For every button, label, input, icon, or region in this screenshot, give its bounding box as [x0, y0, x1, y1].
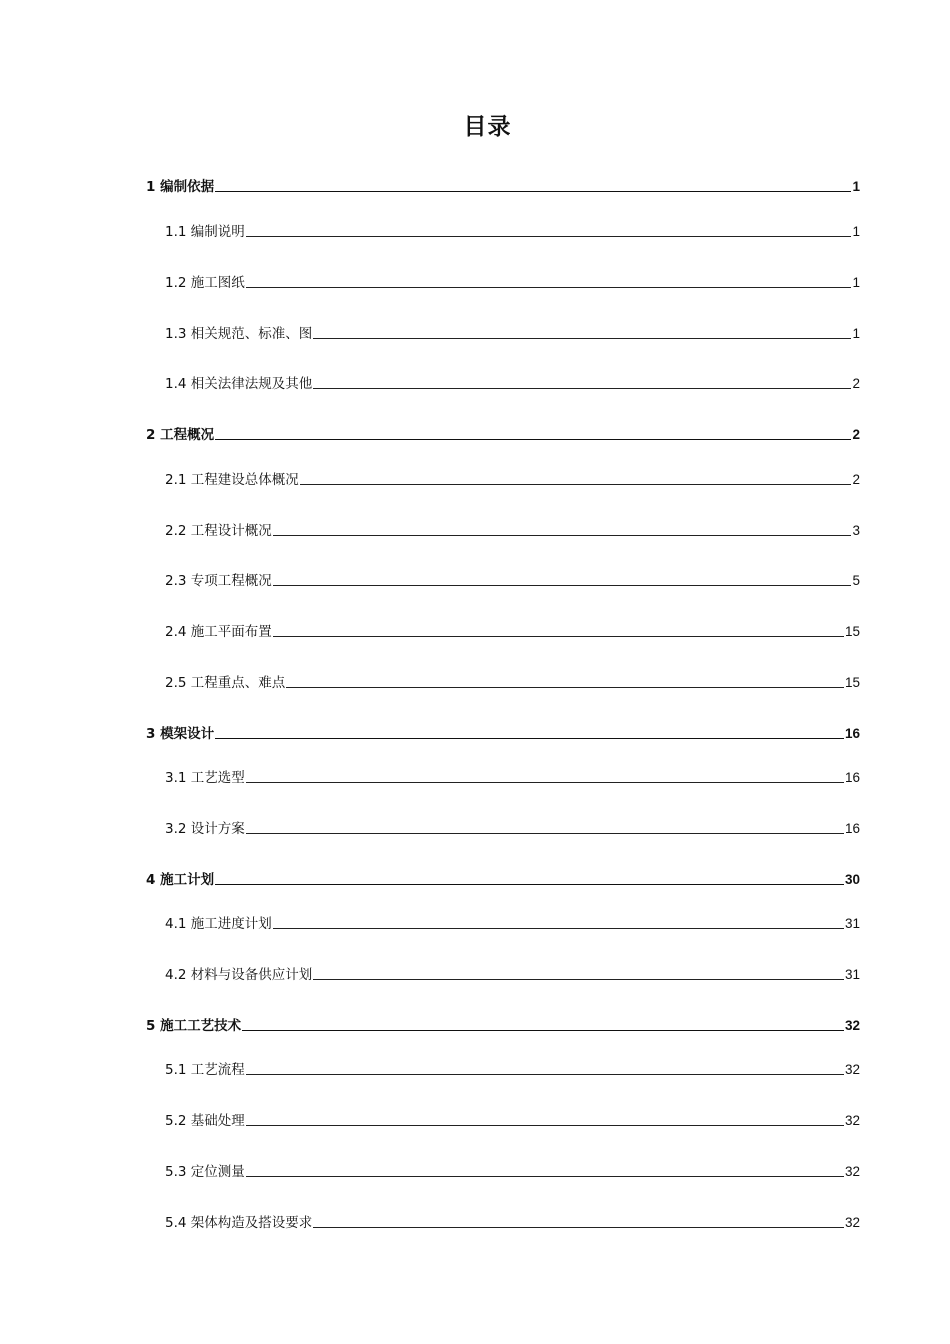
- toc-section-entry[interactable]: [165, 1059, 860, 1079]
- toc-entry-label: 1.2 施工图纸: [165, 275, 245, 291]
- toc-entry-label: 3 模架设计: [146, 726, 215, 742]
- toc-chapter-entry[interactable]: [146, 176, 860, 196]
- toc-leader-line: [313, 338, 851, 339]
- toc-entry-label: 3.2 设计方案: [165, 821, 245, 837]
- toc-entry-label: 2 工程概况: [146, 427, 215, 443]
- toc-page-number: 2: [852, 376, 860, 391]
- toc-chapter-entry[interactable]: [146, 723, 860, 743]
- toc-page-number: 1: [852, 275, 860, 290]
- toc-page-number: 32: [844, 1215, 860, 1230]
- toc-entry-label: 1.3 相关规范、标准、图: [165, 326, 313, 342]
- toc-entry-label: 4 施工计划: [146, 872, 215, 888]
- toc-leader-line: [246, 236, 852, 237]
- toc-leader-line: [215, 191, 851, 192]
- toc-leader-line: [215, 884, 844, 885]
- toc-page-number: 30: [844, 872, 860, 887]
- toc-section-entry[interactable]: [165, 1212, 860, 1232]
- toc-leader-line: [313, 979, 844, 980]
- toc-section-entry[interactable]: [165, 469, 860, 489]
- toc-section-entry[interactable]: [165, 570, 860, 590]
- toc-page-number: 1: [852, 179, 860, 194]
- toc-page-number: 1: [852, 326, 860, 341]
- toc-chapter-entry[interactable]: [146, 424, 860, 444]
- toc-page-number: 2: [852, 472, 860, 487]
- toc-entry-label: 3.1 工艺选型: [165, 770, 245, 786]
- toc-entry-label: 5.2 基础处理: [165, 1113, 245, 1129]
- toc-chapter-entry[interactable]: [146, 869, 860, 889]
- toc-page-number: 5: [852, 573, 860, 588]
- toc-leader-line: [246, 833, 844, 834]
- toc-page-number: 3: [852, 523, 860, 538]
- toc-leader-line: [246, 1074, 844, 1075]
- toc-section-entry[interactable]: [165, 964, 860, 984]
- toc-section-entry[interactable]: [165, 272, 860, 292]
- toc-entry-label: 5 施工工艺技术: [146, 1018, 242, 1034]
- toc-leader-line: [242, 1030, 844, 1031]
- toc-leader-line: [215, 439, 851, 440]
- toc-page-number: 16: [844, 821, 860, 836]
- toc-page-number: 32: [844, 1062, 860, 1077]
- toc-page-number: 2: [852, 427, 860, 442]
- toc-section-entry[interactable]: [165, 913, 860, 933]
- toc-page-number: 1: [852, 224, 860, 239]
- toc-section-entry[interactable]: [165, 520, 860, 540]
- toc-page-number: 32: [844, 1018, 860, 1033]
- toc-leader-line: [273, 585, 852, 586]
- toc-section-entry[interactable]: [165, 818, 860, 838]
- toc-page-number: 16: [844, 726, 860, 741]
- toc-page-number: 32: [844, 1164, 860, 1179]
- toc-entry-label: 5.4 架体构造及搭设要求: [165, 1215, 313, 1231]
- toc-leader-line: [313, 388, 851, 389]
- toc-section-entry[interactable]: [165, 621, 860, 641]
- toc-page-number: 31: [844, 967, 860, 982]
- toc-page-number: 31: [844, 916, 860, 931]
- toc-leader-line: [246, 1176, 844, 1177]
- toc-leader-line: [246, 1125, 844, 1126]
- toc-leader-line: [273, 535, 852, 536]
- toc-page-number: 15: [844, 624, 860, 639]
- toc-leader-line: [273, 636, 844, 637]
- toc-leader-line: [300, 484, 852, 485]
- toc-entry-label: 1.1 编制说明: [165, 224, 245, 240]
- toc-page-number: 15: [844, 675, 860, 690]
- toc-leader-line: [246, 287, 852, 288]
- toc-entry-label: 2.2 工程设计概况: [165, 523, 272, 539]
- toc-leader-line: [246, 782, 844, 783]
- toc-section-entry[interactable]: [165, 373, 860, 393]
- toc-chapter-entry[interactable]: [146, 1015, 860, 1035]
- toc-section-entry[interactable]: [165, 1110, 860, 1130]
- toc-section-entry[interactable]: [165, 221, 860, 241]
- toc-leader-line: [215, 738, 844, 739]
- toc-entry-label: 5.1 工艺流程: [165, 1062, 245, 1078]
- toc-entry-label: 5.3 定位测量: [165, 1164, 245, 1180]
- toc-entry-label: 2.3 专项工程概况: [165, 573, 272, 589]
- toc-entry-label: 1 编制依据: [146, 179, 215, 195]
- toc-section-entry[interactable]: [165, 1161, 860, 1181]
- toc-section-entry[interactable]: [165, 767, 860, 787]
- toc-section-entry[interactable]: [165, 672, 860, 692]
- toc-entry-label: 4.2 材料与设备供应计划: [165, 967, 313, 983]
- toc-page-number: 16: [844, 770, 860, 785]
- toc-page-number: 32: [844, 1113, 860, 1128]
- toc-entry-label: 2.5 工程重点、难点: [165, 675, 286, 691]
- toc-entry-label: 4.1 施工进度计划: [165, 916, 272, 932]
- toc-leader-line: [313, 1227, 844, 1228]
- toc-entry-label: 2.4 施工平面布置: [165, 624, 272, 640]
- page-title: 目录: [463, 114, 512, 140]
- toc-leader-line: [286, 687, 844, 688]
- toc-entry-label: 2.1 工程建设总体概况: [165, 472, 299, 488]
- toc-leader-line: [273, 928, 844, 929]
- toc-entry-label: 1.4 相关法律法规及其他: [165, 376, 313, 392]
- toc-section-entry[interactable]: [165, 323, 860, 343]
